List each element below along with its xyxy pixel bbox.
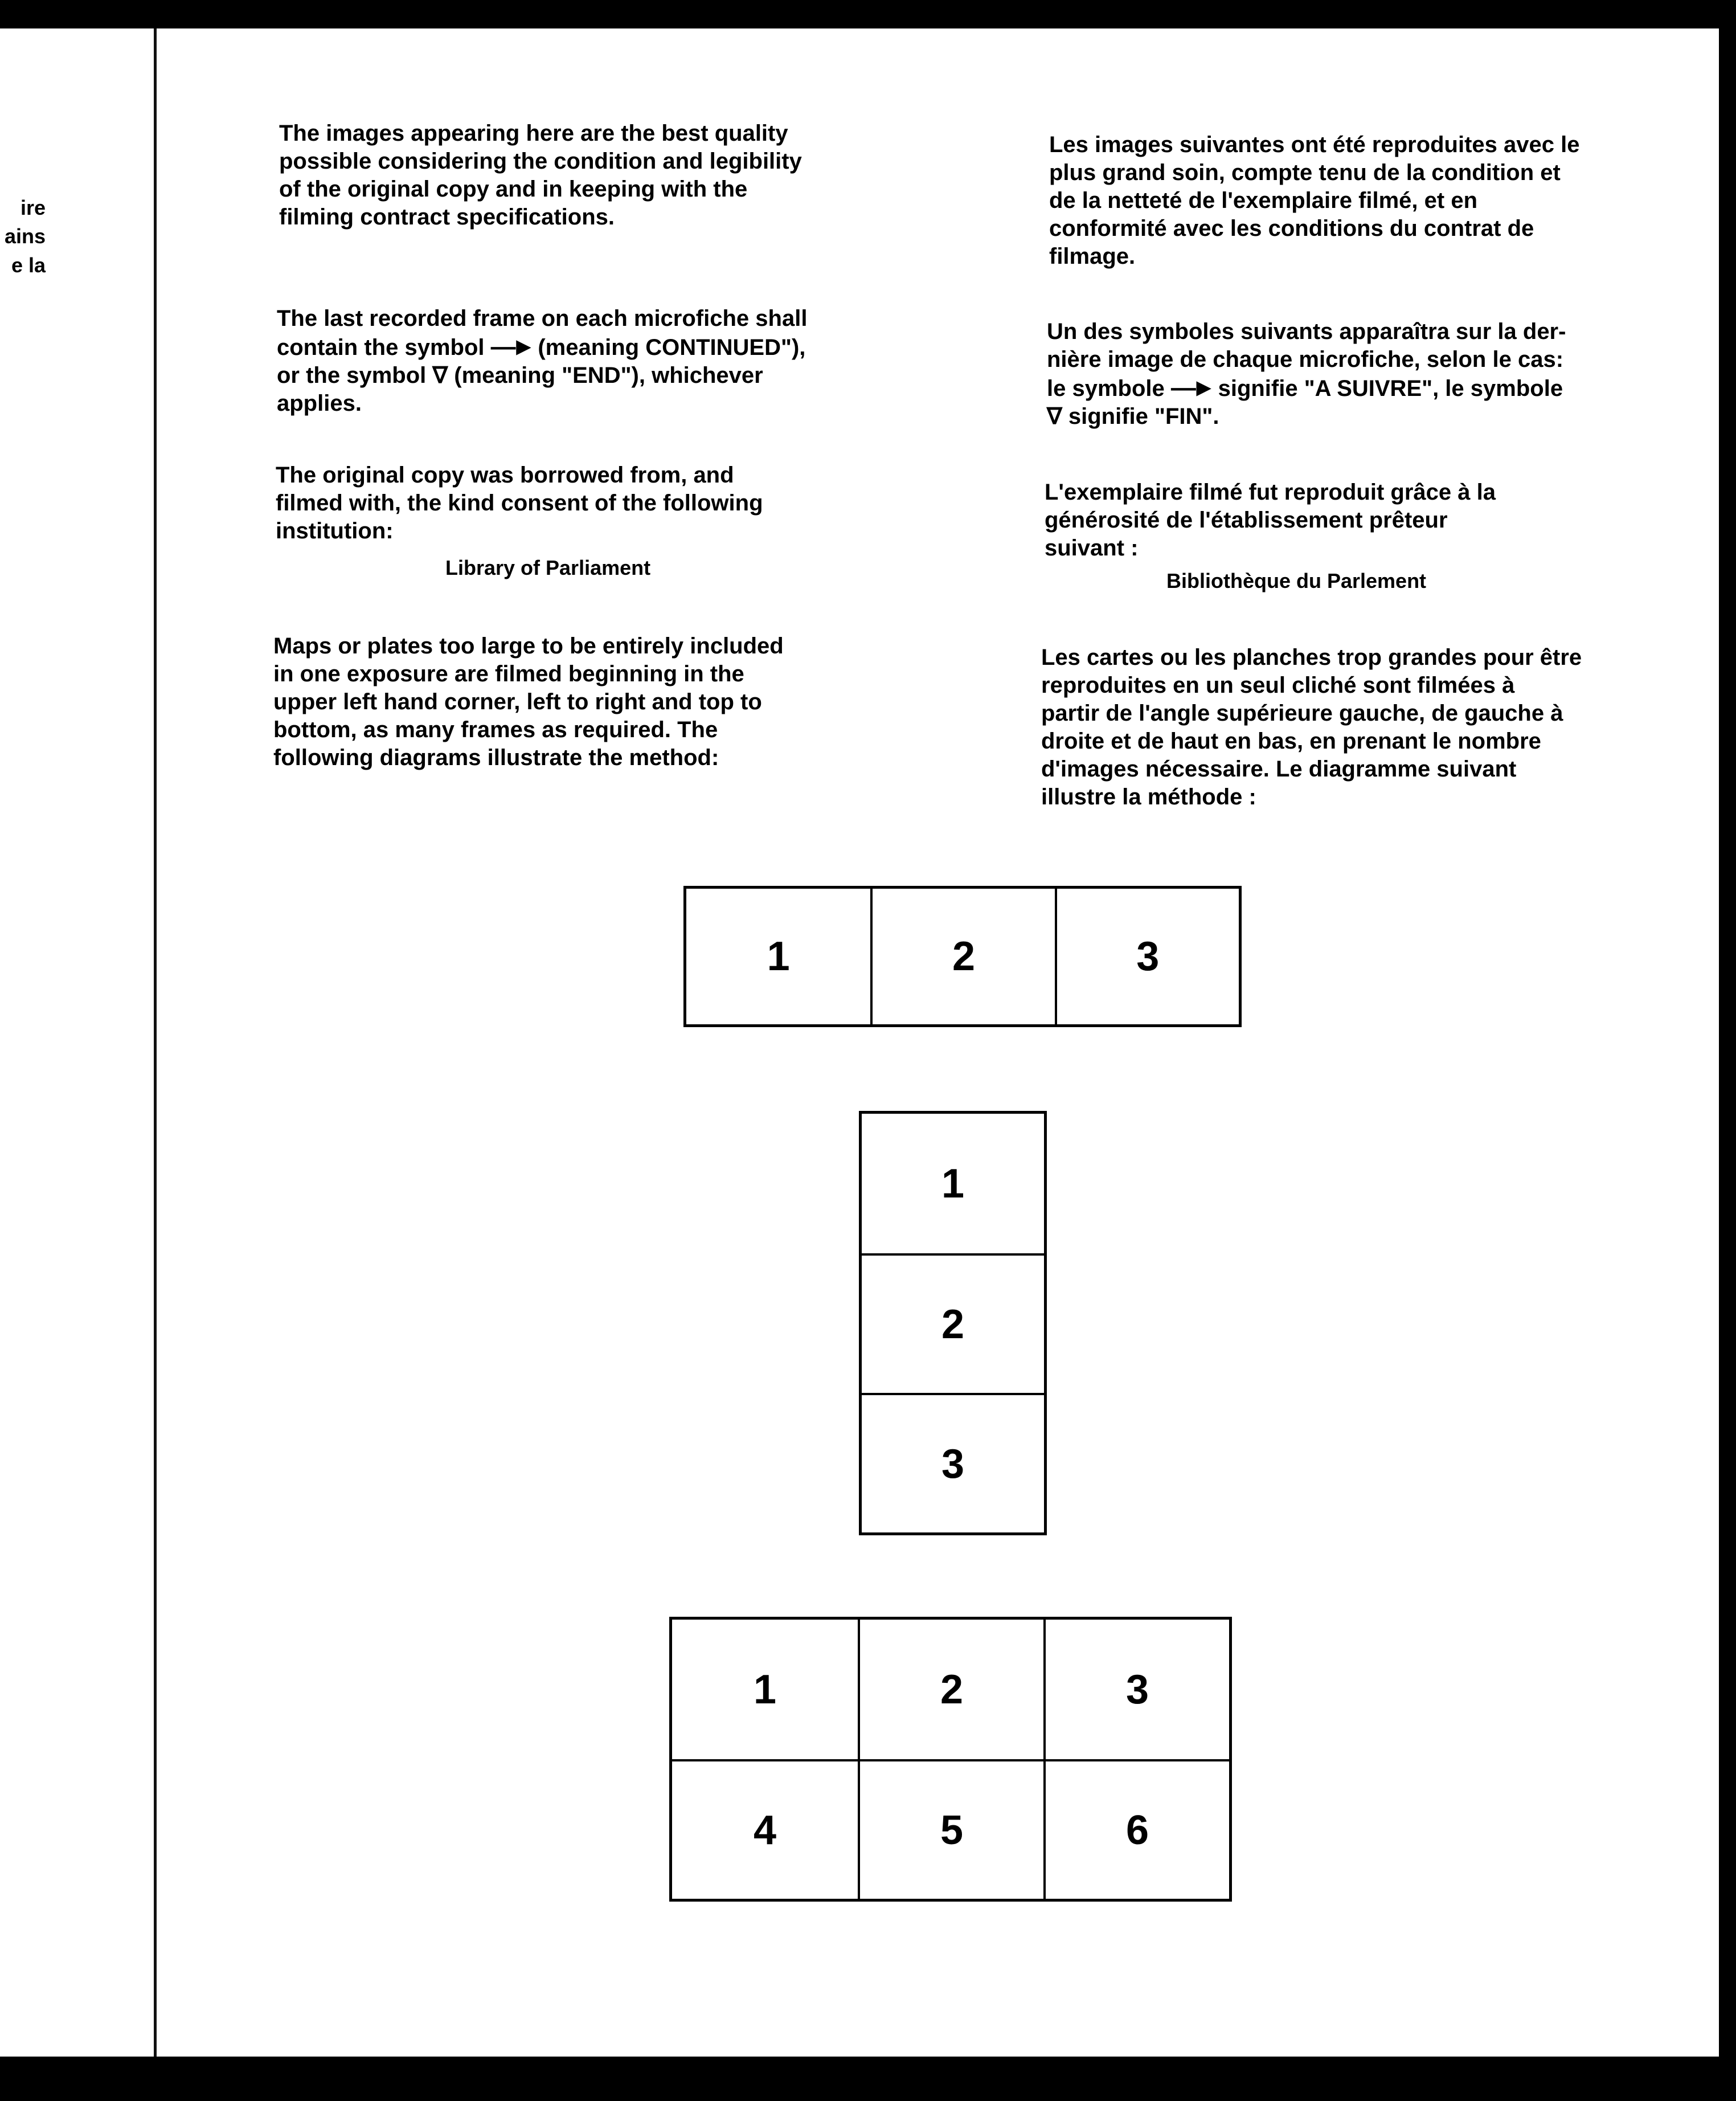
text-line: Les images suivantes ont été reproduites avec le	[1049, 132, 1580, 157]
diagram-cell: 1	[767, 934, 790, 979]
diagram-cell: 2	[858, 1620, 1043, 1759]
text-line: possible considering the condition and legibility	[279, 149, 802, 174]
text-line: in one exposure are filmed beginning in the	[273, 661, 744, 686]
text-fragment: signifie "A SUIVRE", le symbole	[1218, 376, 1563, 401]
text-line: upper left hand corner, left to right and top to	[273, 689, 762, 714]
english-institution-name: Library of Parliament	[445, 556, 651, 579]
english-institution-paragraph	[276, 461, 902, 545]
english-quality-paragraph	[279, 120, 906, 231]
english-maps-paragraph	[273, 632, 900, 772]
left-edge-fragments	[0, 194, 46, 280]
text-line: illustre la méthode :	[1041, 784, 1256, 810]
text-line	[277, 333, 903, 362]
diagram-cell: 6	[1043, 1759, 1229, 1899]
edge-fragment: e la	[11, 253, 46, 277]
text-fragment: (meaning CONTINUED"),	[538, 335, 806, 360]
a-suivre-arrow-icon: —►	[1170, 374, 1212, 402]
text-line: following diagrams illustrate the method:	[273, 745, 719, 770]
text-line: conformité avec les conditions du contrat de	[1049, 216, 1534, 241]
english-symbol-paragraph	[277, 305, 903, 418]
diagram-cell: 3	[1043, 1620, 1229, 1759]
text-line: Les cartes ou les planches trop grandes pour être	[1041, 645, 1582, 670]
text-line: institution:	[276, 518, 394, 543]
text-line: The images appearing here are the best quality	[279, 121, 788, 146]
text-line: Un des symboles suivants apparaîtra sur la der-	[1047, 319, 1566, 344]
text-line: plus grand soin, compte tenu de la condition et	[1049, 160, 1561, 185]
edge-fragment: ains	[4, 224, 46, 248]
diagram-cell: 5	[858, 1759, 1043, 1899]
text-line: reproduites en un seul cliché sont filmées à	[1041, 673, 1515, 698]
text-line: partir de l'angle supérieure gauche, de gauche à	[1041, 701, 1563, 726]
text-line: filming contract specifications.	[279, 205, 615, 230]
text-line: générosité de l'établissement prêteur	[1045, 508, 1448, 533]
text-fragment: contain the symbol	[277, 335, 485, 360]
text-line: filmage.	[1049, 244, 1136, 269]
diagram-column-of-three	[859, 1111, 1047, 1535]
text-line	[1047, 374, 1673, 403]
diagram-cell: 1	[753, 1666, 777, 1712]
diagram-grid-of-six	[669, 1617, 1232, 1902]
french-maps-paragraph	[1041, 644, 1668, 811]
text-line: The original copy was borrowed from, and	[276, 463, 734, 488]
diagram-cell: 2	[862, 1253, 1044, 1393]
continued-arrow-icon: —►	[490, 333, 532, 361]
diagram-cell: 4	[672, 1759, 858, 1899]
diagram-cell: 3	[862, 1393, 1044, 1532]
text-line: L'exemplaire filmé fut reproduit grâce à la	[1045, 480, 1496, 505]
text-line: nière image de chaque microfiche, selon le cas:	[1047, 347, 1564, 372]
diagram-row-of-three	[683, 886, 1242, 1027]
diagram-cell: 2	[870, 889, 1054, 1024]
french-institution-name: Bibliothèque du Parlement	[1166, 569, 1427, 592]
text-line: Maps or plates too large to be entirely included	[273, 633, 784, 659]
text-line: d'images nécessaire. Le diagramme suivant	[1041, 757, 1517, 782]
text-line: bottom, as many frames as required. The	[273, 717, 718, 742]
edge-fragment: ire	[20, 196, 46, 219]
text-line: filmed with, the kind consent of the following	[276, 490, 763, 516]
text-line: The last recorded frame on each microfiche shall	[277, 306, 808, 331]
french-quality-paragraph	[1049, 131, 1676, 271]
text-line: de la netteté de l'exemplaire filmé, et en	[1049, 188, 1478, 213]
text-line: ∇ signifie "FIN".	[1047, 404, 1219, 429]
text-line: applies.	[277, 391, 362, 416]
text-fragment: le symbole	[1047, 376, 1165, 401]
french-institution-paragraph	[1045, 479, 1671, 562]
text-line: suivant :	[1045, 536, 1139, 561]
text-line: or the symbol ∇ (meaning "END"), whichever	[277, 363, 763, 388]
french-symbol-paragraph	[1047, 318, 1673, 431]
text-line: droite et de haut en bas, en prenant le nombre	[1041, 729, 1541, 754]
diagram-cell: 1	[941, 1160, 965, 1207]
diagram-cell: 3	[1055, 889, 1239, 1024]
fold-line	[154, 28, 157, 2057]
text-line: of the original copy and in keeping with the	[279, 177, 748, 202]
